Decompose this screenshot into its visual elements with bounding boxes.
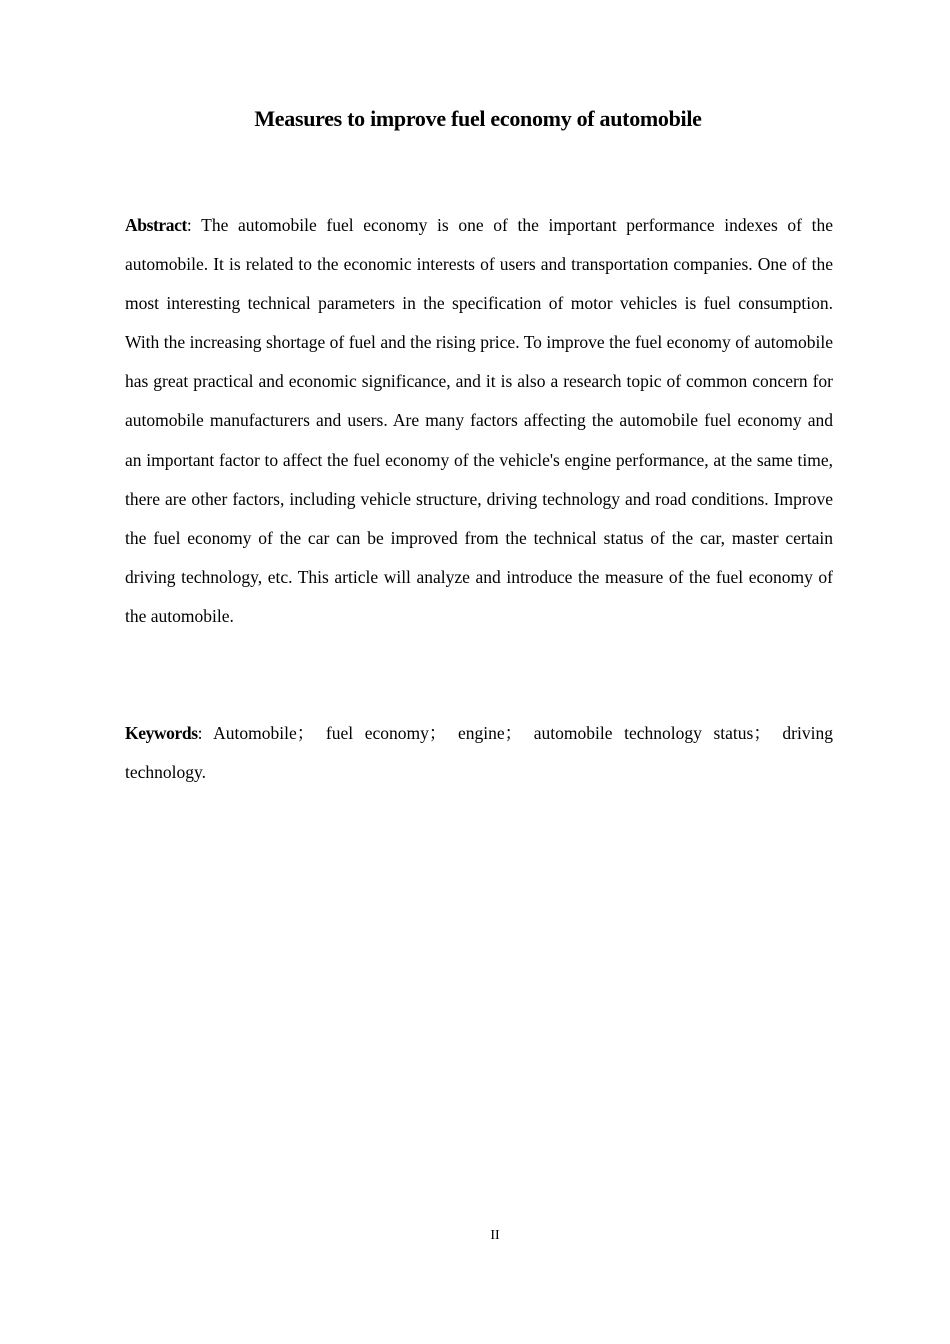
keywords-paragraph	[125, 714, 833, 792]
abstract-label: Abstract	[125, 215, 187, 235]
page-number: II	[490, 1228, 500, 1243]
keywords-label: Keywords	[125, 723, 198, 743]
abstract-text: The automobile fuel economy is one of the important performance indexes of the automobile. It is related to the economic interests of users and transportation companies. One of the most interesting technical parameters in the specification of motor vehicles is fuel consumption. With the increasing shortage of fuel and the rising price. To improve the fuel economy of automobile has great practical and economic significance, and it is also a research topic of common concern for automobile manufacturers and users. Are many factors affecting the automobile fuel economy and an important factor to affect the fuel economy of the vehicle's engine performance, at the same time, there are other factors, including vehicle structure, driving technology and road conditions. Improve the fuel economy of the car can be improved from the technical status of the car, master certain driving technology, etc. This article will analyze and introduce the measure of the fuel economy of the automobile.	[125, 215, 834, 626]
abstract-paragraph	[125, 206, 833, 636]
keywords-separator: :	[197, 723, 203, 743]
abstract-separator: :	[186, 215, 192, 235]
keywords-text: Automobile； fuel economy； engine； automobile technology status； driving technology.	[125, 723, 833, 783]
document-title: Measures to improve fuel economy of automobile	[254, 106, 702, 131]
